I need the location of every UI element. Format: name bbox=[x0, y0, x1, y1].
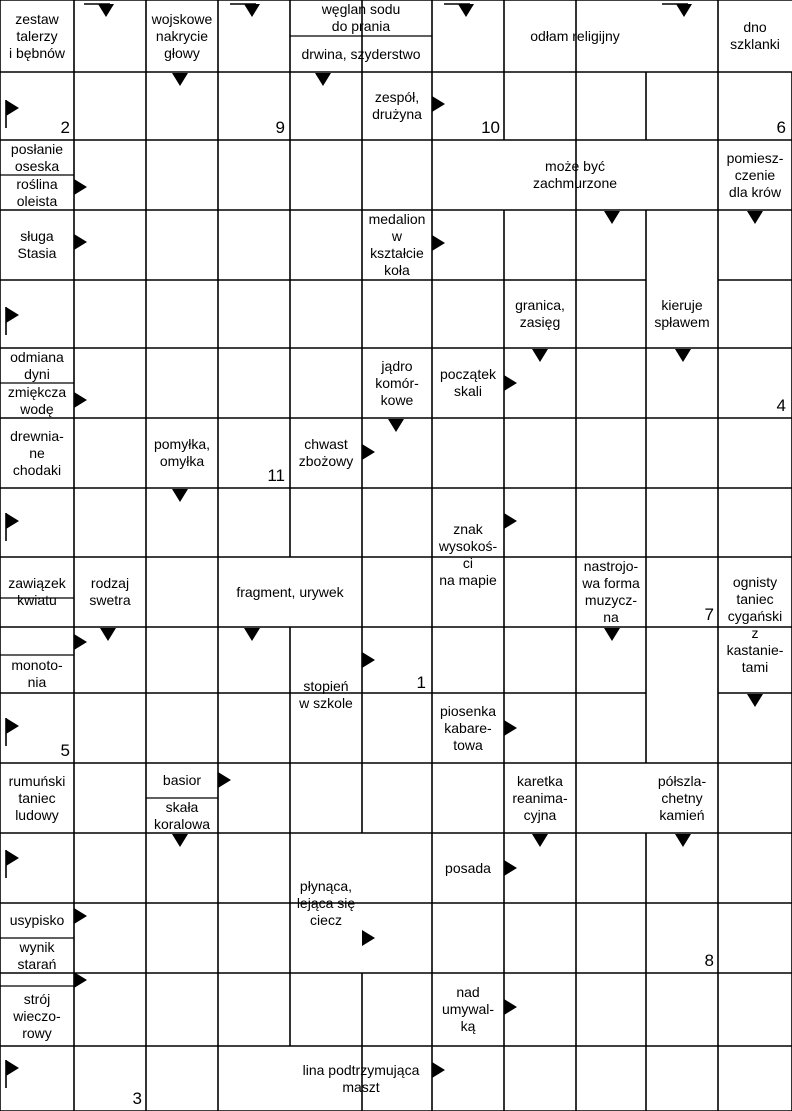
clue-rodzaj: rodzaj swetra bbox=[89, 575, 131, 608]
arrow-down-icon bbox=[675, 834, 691, 847]
clue-chwast: chwast zbożowy bbox=[298, 436, 354, 469]
arrow-down-icon bbox=[747, 211, 763, 224]
arrow-right-icon bbox=[74, 634, 87, 650]
clue-drwina: drwina, szyderstwo bbox=[301, 45, 421, 62]
clue-drewniane: drewnia- ne chodaki bbox=[10, 427, 64, 478]
solution-number: 4 bbox=[776, 396, 786, 415]
clue-posada: posada bbox=[445, 859, 491, 876]
arrow-right-icon bbox=[362, 652, 375, 668]
arrow-right-icon bbox=[432, 235, 445, 251]
clue-usypisko: usypisko bbox=[9, 912, 65, 928]
clue-zestaw: zestaw talerzy i bębnów bbox=[8, 10, 66, 61]
clue-polszlachetny: półszla- chetny kamień bbox=[657, 772, 707, 823]
clue-skala: skała koralowa bbox=[153, 798, 211, 832]
arrow-down-icon bbox=[315, 73, 331, 86]
clue-wynik: wynik starań bbox=[17, 938, 57, 972]
arrow-down-flag-icon bbox=[458, 4, 474, 17]
clue-pomylka: pomyłka, omyłka bbox=[153, 436, 211, 469]
arrow-right-icon bbox=[504, 375, 517, 391]
arrow-right-icon bbox=[362, 930, 375, 946]
solution-number: 9 bbox=[275, 118, 285, 137]
clue-medalion: medalion w kształcie koła bbox=[368, 211, 426, 278]
solution-number: 8 bbox=[704, 951, 714, 970]
clue-lina: lina podtrzymująca maszt bbox=[302, 1061, 420, 1095]
arrow-right-icon bbox=[432, 1062, 445, 1078]
arrow-down-flag-icon bbox=[98, 4, 114, 17]
arrow-down-icon bbox=[604, 211, 620, 224]
clue-poczatek: początek skali bbox=[439, 366, 497, 399]
clue-moze: może być zachmurzone bbox=[532, 158, 618, 191]
clue-nad: nad umywal- ką bbox=[441, 984, 495, 1034]
solution-number: 6 bbox=[776, 118, 786, 137]
arrow-right-icon bbox=[362, 444, 375, 460]
arrow-down-icon bbox=[244, 628, 260, 641]
clue-stopien: stopień w szkole bbox=[299, 678, 353, 711]
clue-sluga: sługa Stasia bbox=[17, 228, 57, 261]
arrow-right-icon bbox=[74, 179, 87, 195]
clue-znak: znak wysokoś- ci na mapie bbox=[438, 521, 498, 588]
arrow-right-icon bbox=[74, 972, 87, 988]
clue-piosenka: piosenka kabare- towa bbox=[439, 702, 497, 753]
clue-kieruje: kieruje spławem bbox=[654, 297, 710, 330]
clue-monotonia: monoto- nia bbox=[11, 657, 63, 690]
clue-fragment: fragment, urywek bbox=[236, 583, 344, 600]
arrow-down-flag-icon bbox=[676, 4, 692, 17]
arrow-right-icon bbox=[432, 96, 445, 112]
clue-pomieszczenie: pomiesz- czenie dla krów bbox=[726, 149, 784, 200]
arrow-right-flag-icon bbox=[6, 718, 19, 734]
arrow-right-icon bbox=[218, 772, 231, 788]
clue-jadro: jądro komór- kowe bbox=[375, 357, 419, 408]
clue-stroj: strój wieczo- rowy bbox=[13, 990, 61, 1041]
solution-number: 5 bbox=[60, 741, 70, 760]
arrow-down-icon bbox=[172, 489, 188, 502]
clue-rumunski: rumuński taniec ludowy bbox=[8, 772, 66, 823]
arrow-down-icon bbox=[532, 349, 548, 362]
arrow-down-icon bbox=[100, 628, 116, 641]
solution-number: 7 bbox=[704, 605, 714, 624]
solution-number: 3 bbox=[132, 1089, 142, 1108]
clue-nastrojowa: nastrojo- wa forma muzycz- na bbox=[582, 558, 640, 625]
solution-number: 2 bbox=[60, 118, 70, 137]
arrow-right-icon bbox=[504, 860, 517, 876]
arrow-down-icon bbox=[747, 694, 763, 707]
clue-zespol: zespół, drużyna bbox=[372, 89, 422, 122]
clue-wojskowe: wojskowe nakrycie głowy bbox=[151, 10, 213, 61]
clue-weglan: węglan sodu do prania bbox=[321, 1, 401, 34]
arrow-right-flag-icon bbox=[6, 307, 19, 323]
arrow-down-icon bbox=[604, 628, 620, 641]
clue-karetka: karetka reanima- cyjna bbox=[512, 772, 568, 823]
arrow-right-flag-icon bbox=[6, 850, 19, 866]
arrow-right-icon bbox=[504, 720, 517, 736]
solution-number: 10 bbox=[481, 118, 500, 137]
clue-dno: dno szklanki bbox=[730, 19, 780, 52]
arrow-down-icon bbox=[172, 834, 188, 847]
clue-granica: granica, zasięg bbox=[515, 297, 565, 330]
arrow-down-icon bbox=[532, 834, 548, 847]
solution-number: 1 bbox=[416, 673, 426, 692]
solution-number: 11 bbox=[267, 466, 285, 485]
arrow-down-icon bbox=[172, 73, 188, 86]
arrow-right-icon bbox=[74, 908, 87, 924]
arrow-right-flag-icon bbox=[6, 100, 19, 116]
arrow-down-flag-icon bbox=[244, 4, 260, 17]
arrow-down-icon bbox=[675, 349, 691, 362]
arrow-down-icon bbox=[388, 419, 404, 432]
arrow-right-icon bbox=[74, 392, 87, 408]
clue-odmiana: odmiana dyni bbox=[10, 348, 64, 382]
clue-roslina: roślina oleista bbox=[16, 175, 58, 209]
clue-plynaca: płynąca, lejąca się ciecz bbox=[296, 877, 356, 928]
arrow-right-icon bbox=[504, 999, 517, 1015]
clue-zmiekcza: zmiękcza wodę bbox=[7, 383, 67, 417]
clue-basior: basior bbox=[162, 772, 202, 788]
clue-ognisty: ognisty taniec cygański z kastanie- tami bbox=[726, 574, 784, 675]
clue-zawiazek: zawiązek kwiatu bbox=[8, 575, 66, 608]
clue-poslanie: posłanie oseska bbox=[10, 140, 64, 174]
arrow-right-icon bbox=[504, 513, 517, 529]
arrow-right-flag-icon bbox=[6, 1060, 19, 1076]
arrow-right-icon bbox=[74, 234, 87, 250]
clue-odlam: odłam religijny bbox=[530, 27, 620, 44]
arrow-right-flag-icon bbox=[6, 513, 19, 529]
